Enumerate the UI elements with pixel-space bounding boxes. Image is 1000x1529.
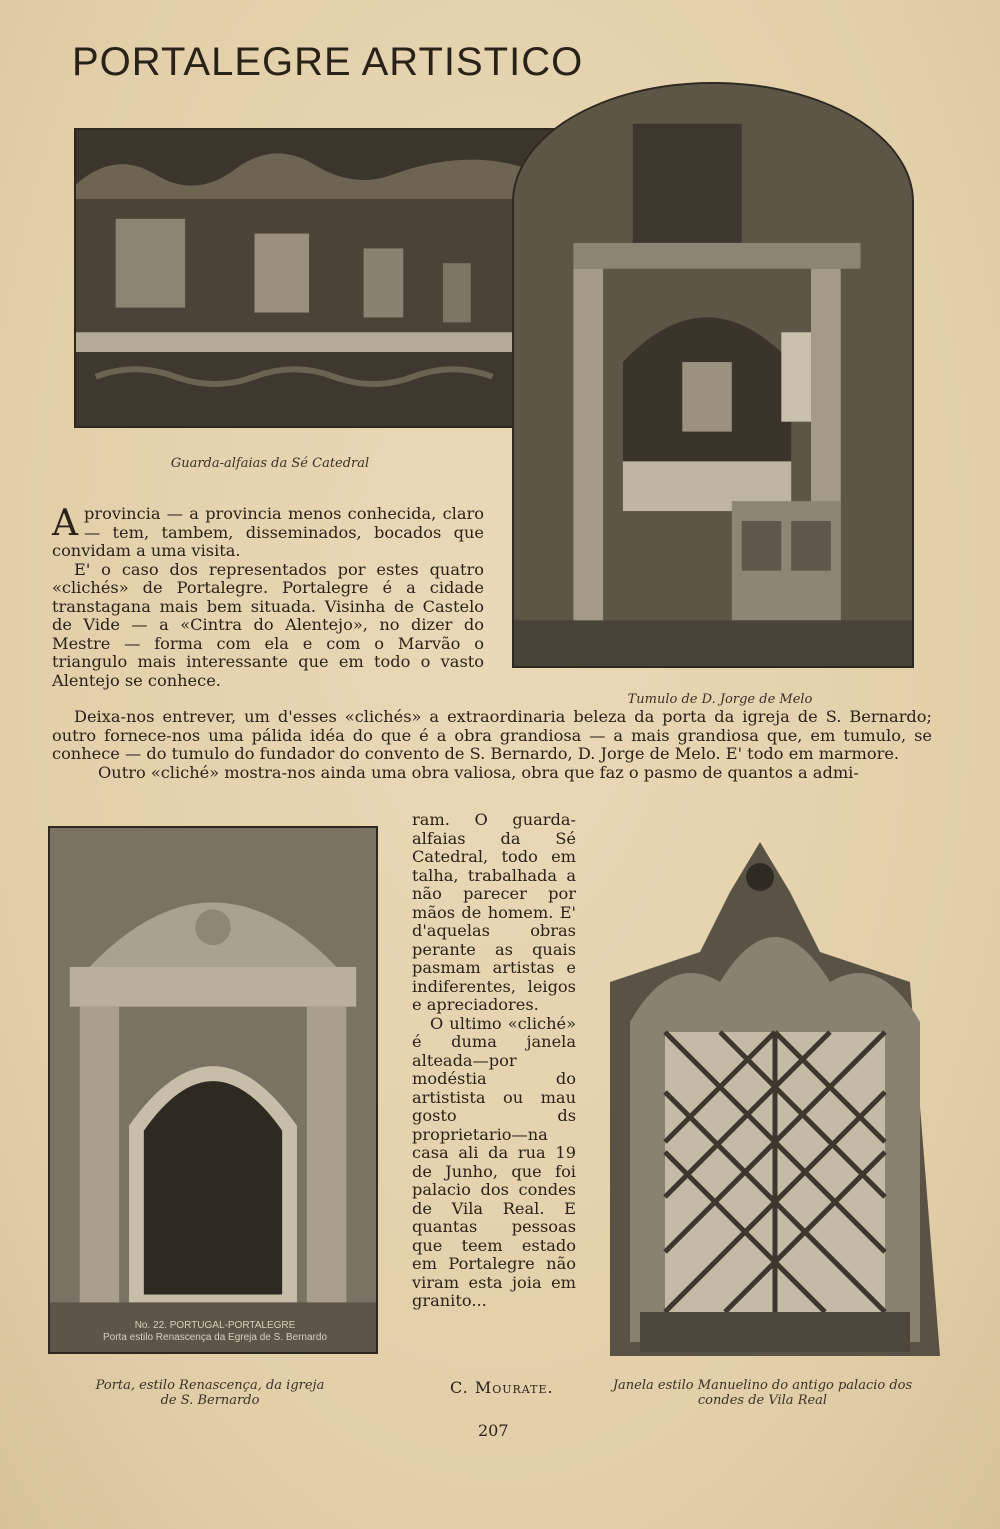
photo-porta xyxy=(48,826,378,1354)
paragraph-1 xyxy=(52,505,484,561)
inscription-line-2: Porta estilo Renascença da Egreja de S. Bernardo xyxy=(102,1332,328,1343)
inscription-line-1: No. 22. PORTUGAL-PORTALEGRE xyxy=(134,1320,296,1331)
paragraph-4-start: Outro «cliché» mostra-nos ainda uma obra valiosa, obra que faz o pasmo de quantos a admi- xyxy=(98,762,859,782)
article-intro xyxy=(52,505,484,690)
dropcap: A xyxy=(52,503,78,544)
paragraph-1-text: provincia — a provincia menos conhecida, claro — tem, tambem, disseminados, bocados que convidam a uma visita. xyxy=(52,504,484,560)
paragraph-3: Deixa-nos entrever, um d'esses «clichés» a extraordinaria beleza da porta da igreja de S. Bernardo; outro fornece-nos uma pálida idéa do que é a obra grandiosa — a mais grandiosa que, em tumulo, se conhece — do tumulo do fundador do convento de S. Bernardo, D. Jorge de Melo. E' todo em marmore. xyxy=(52,707,932,763)
caption-janela-line-1: Janela estilo Manuelino do antigo palacio dos xyxy=(612,1378,913,1393)
photo-guarda-alfaias xyxy=(74,128,556,428)
caption-janela-line-2: condes de Vila Real xyxy=(697,1393,828,1408)
caption-guarda-alfaias: Guarda-alfaias da Sé Catedral xyxy=(170,456,370,471)
article-narrow-column xyxy=(412,811,576,1311)
caption-tumulo: Tumulo de D. Jorge de Melo xyxy=(627,692,813,707)
photo-inscription xyxy=(60,1320,370,1344)
paragraph-4-rest: ram. O guarda-alfaias da Sé Catedral, todo em talha, trabalhada a não parecer por mãos de homem. E' d'aquelas obras perante as quais pasmam artistas e indiferentes, leigos e apreciadores. xyxy=(412,810,576,1014)
paragraph-5: O ultimo «cliché» é duma janela alteada—por modéstia do artistista ou mau gosto ds proprietario—na casa ali da rua 19 de Junho, que foi palacio dos condes de Vila Real. E quantas pessoas que teem estado em Portalegre não viram esta joia em granito... xyxy=(412,1013,576,1310)
photo-tumulo xyxy=(512,82,914,668)
author-signature: C. Mourate. xyxy=(450,1378,554,1397)
caption-porta-line-1: Porta, estilo Renascença, da igreja xyxy=(95,1378,325,1393)
page-title: PORTALEGRE ARTISTICO xyxy=(72,40,584,84)
article-middle xyxy=(52,708,932,782)
page-number: 207 xyxy=(478,1421,509,1440)
caption-porta-line-2: de S. Bernardo xyxy=(160,1393,260,1408)
photo-janela xyxy=(610,832,940,1356)
caption-porta xyxy=(60,1378,360,1408)
caption-janela xyxy=(590,1378,935,1408)
paragraph-2: E' o caso dos representados por estes quatro «clichés» de Portalegre. Portalegre é a cidade transtagana mais bem situada. Visinha de Castelo de Vide — a «Cintra do Alentejo», no dizer do Mestre — forma com ela e com o Marvão o triangulo mais interessante que em todo o vasto Alentejo se conhece. xyxy=(52,559,484,690)
